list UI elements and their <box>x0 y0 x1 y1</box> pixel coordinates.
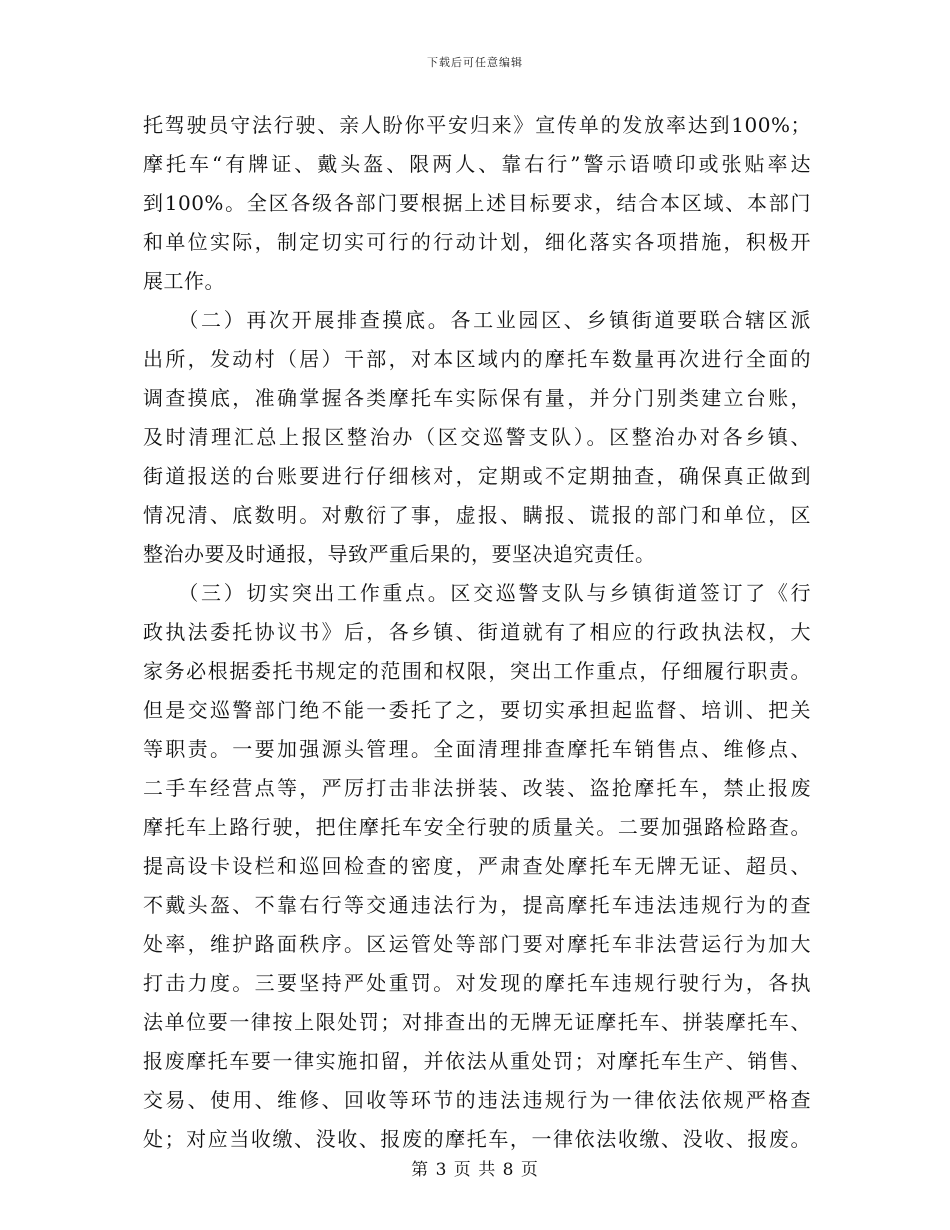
text-line: 二手车经营点等，严厉打击非法拼装、改装、盗抢摩托车，禁止报废 <box>143 776 811 800</box>
text-line: 报废摩托车要一律实施扣留，并依法从重处罚；对摩托车生产、销售、 <box>143 1049 811 1073</box>
text-line: 打击力度。三要坚持严处重罚。对发现的摩托车违规行驶行为，各执 <box>143 971 811 995</box>
text-line: 等职责。一要加强源头管理。全面清理排查摩托车销售点、维修点、 <box>143 737 811 761</box>
text-line: 情况清、底数明。对敷衍了事，虚报、瞒报、谎报的部门和单位，区 <box>143 503 811 527</box>
document-body <box>143 106 811 1159</box>
text-line: 托驾驶员守法行驶、亲人盼你平安归来》宣传单的发放率达到100%； <box>143 113 811 137</box>
text-line: 摩托车“有牌证、戴头盔、限两人、靠右行”警示语喷印或张贴率达 <box>143 152 811 176</box>
text-line: 街道报送的台账要进行仔细核对，定期或不定期抽查，确保真正做到 <box>143 464 811 488</box>
text-line: 政执法委托协议书》后，各乡镇、街道就有了相应的行政执法权，大 <box>143 620 811 644</box>
text-line: （二）再次开展排查摸底。各工业园区、乡镇街道要联合辖区派 <box>143 308 811 332</box>
text-line: 家务必根据委托书规定的范围和权限，突出工作重点，仔细履行职责。 <box>143 659 811 683</box>
text-line: 不戴头盔、不靠右行等交通违法行为，提高摩托车违法违规行为的查 <box>143 893 811 917</box>
text-line: 交易、使用、维修、回收等环节的违法违规行为一律依法依规严格查 <box>143 1088 811 1112</box>
text-line: 到100%。全区各级各部门要根据上述目标要求，结合本区域、本部门 <box>143 191 811 215</box>
text-line: 整治办要及时通报，导致严重后果的，要坚决追究责任。 <box>143 542 656 566</box>
text-line: （三）切实突出工作重点。区交巡警支队与乡镇街道签订了《行 <box>143 581 811 605</box>
text-line: 法单位要一律按上限处罚；对排查出的无牌无证摩托车、拼装摩托车、 <box>143 1010 811 1034</box>
text-line: 摩托车上路行驶，把住摩托车安全行驶的质量关。二要加强路检路查。 <box>143 815 811 839</box>
text-line: 展工作。 <box>143 269 225 293</box>
text-line: 提高设卡设栏和巡回检查的密度，严肃查处摩托车无牌无证、超员、 <box>143 854 811 878</box>
text-line: 出所，发动村（居）干部，对本区域内的摩托车数量再次进行全面的 <box>143 347 811 371</box>
text-line: 调查摸底，准确掌握各类摩托车实际保有量，并分门别类建立台账， <box>143 386 811 410</box>
text-line: 但是交巡警部门绝不能一委托了之，要切实承担起监督、培训、把关 <box>143 698 811 722</box>
page-number: 第 3 页 共 8 页 <box>411 1160 539 1180</box>
text-line: 和单位实际，制定切实可行的行动计划，细化落实各项措施，积极开 <box>143 230 811 254</box>
page-header-note: 下载后可任意编辑 <box>427 56 523 69</box>
text-line: 处；对应当收缴、没收、报废的摩托车，一律依法收缴、没收、报废。 <box>143 1127 811 1151</box>
text-line: 及时清理汇总上报区整治办（区交巡警支队）。区整治办对各乡镇、 <box>143 425 811 449</box>
text-line: 处率，维护路面秩序。区运管处等部门要对摩托车非法营运行为加大 <box>143 932 811 956</box>
